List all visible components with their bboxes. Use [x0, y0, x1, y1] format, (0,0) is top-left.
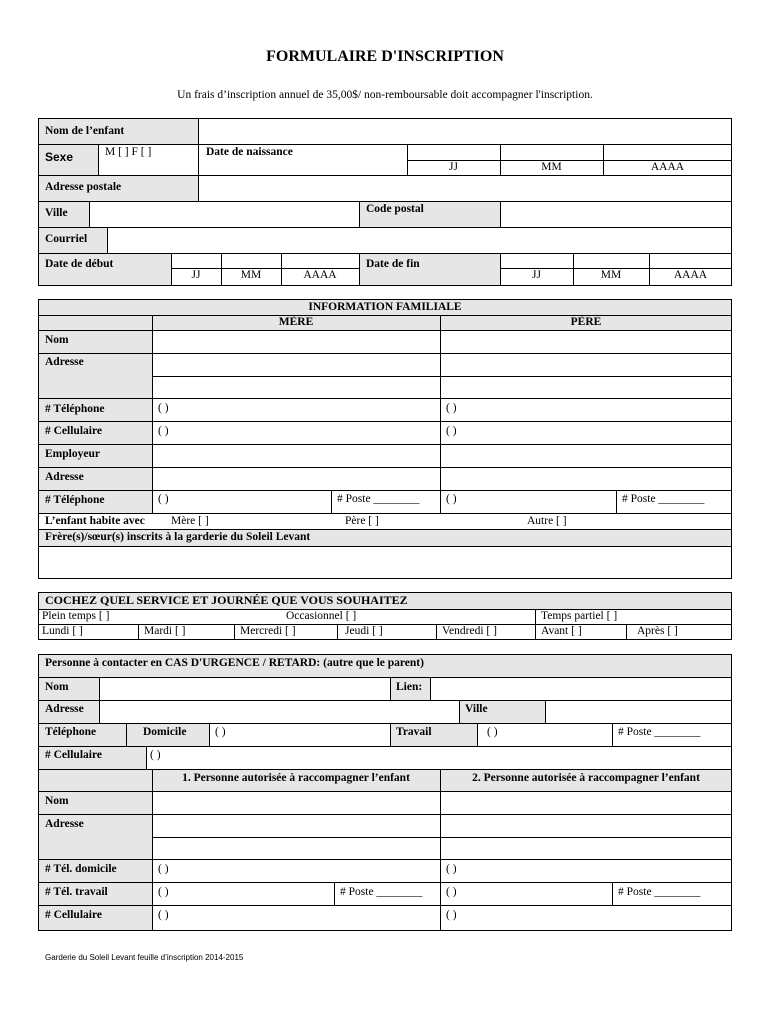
- auth-work-phone-label: # Tél. travail: [45, 886, 108, 898]
- authorized-person-2-header: 2. Personne autorisée à raccompagner l’enfant: [472, 772, 700, 784]
- postal-label: Code postal: [366, 203, 424, 215]
- work-phone-label: # Téléphone: [45, 494, 105, 506]
- auth2-work-phone[interactable]: ( ): [446, 886, 457, 898]
- after-checkbox[interactable]: Après [ ]: [637, 625, 678, 637]
- emergency-city-label: Ville: [465, 703, 488, 715]
- start-mm: MM: [240, 269, 262, 281]
- mother-work-phone[interactable]: ( ): [158, 493, 169, 505]
- home-label: Domicile: [143, 726, 187, 738]
- before-checkbox[interactable]: Avant [ ]: [541, 625, 582, 637]
- end-dd: JJ: [532, 269, 541, 281]
- email-label: Courriel: [45, 233, 88, 245]
- day-friday[interactable]: Vendredi [ ]: [442, 625, 497, 637]
- emergency-phone-label: Téléphone: [45, 726, 97, 738]
- emergency-address-field[interactable]: [100, 701, 458, 723]
- siblings-label: Frère(s)/sœur(s) inscrits à la garderie du Soleil Levant: [45, 531, 311, 543]
- family-title: INFORMATION FAMILIALE: [308, 301, 462, 313]
- lives-father-checkbox[interactable]: Père [ ]: [345, 515, 379, 527]
- emergency-home-phone[interactable]: ( ): [215, 726, 226, 738]
- emergency-ext[interactable]: # Poste ________: [618, 726, 701, 738]
- dob-dd: JJ: [449, 161, 458, 173]
- email-field[interactable]: [108, 228, 731, 253]
- phone-label: # Téléphone: [45, 403, 105, 415]
- address-label: Adresse postale: [45, 181, 122, 193]
- emergency-name-field[interactable]: [100, 678, 389, 700]
- day-wednesday[interactable]: Mercredi [ ]: [240, 625, 296, 637]
- father-cell[interactable]: ( ): [446, 425, 457, 437]
- emergency-address-label: Adresse: [45, 703, 84, 715]
- auth2-cell[interactable]: ( ): [446, 909, 457, 921]
- auth-address-label: Adresse: [45, 818, 84, 830]
- sex-options[interactable]: M [ ] F [ ]: [105, 146, 152, 158]
- name-label: Nom: [45, 334, 69, 346]
- link-label: Lien:: [396, 681, 423, 693]
- mother-cell[interactable]: ( ): [158, 425, 169, 437]
- work-label: Travail: [396, 726, 432, 738]
- auth2-ext[interactable]: # Poste ________: [618, 886, 701, 898]
- link-field[interactable]: [431, 678, 731, 700]
- end-mm: MM: [600, 269, 622, 281]
- day-tuesday[interactable]: Mardi [ ]: [144, 625, 186, 637]
- end-yyyy: AAAA: [673, 269, 708, 281]
- auth2-home-phone[interactable]: ( ): [446, 863, 457, 875]
- emergency-cell[interactable]: ( ): [150, 749, 161, 761]
- auth1-ext[interactable]: # Poste ________: [340, 886, 423, 898]
- father-ext[interactable]: # Poste ________: [622, 493, 705, 505]
- sex-label: Sexe: [45, 150, 74, 164]
- dob-label: Date de naissance: [206, 146, 293, 158]
- subtitle: Un frais d’inscription annuel de 35,00$/ non-remboursable doit accompagner l'inscription.: [177, 89, 593, 101]
- siblings-field[interactable]: [39, 547, 731, 578]
- child-name-label: Nom de l’enfant: [45, 125, 125, 137]
- auth1-home-phone[interactable]: ( ): [158, 863, 169, 875]
- full-time-checkbox[interactable]: Plein temps [ ]: [42, 610, 110, 622]
- dob-yyyy: AAAA: [650, 161, 685, 173]
- emergency-cell-label: # Cellulaire: [45, 749, 102, 761]
- service-title: COCHEZ QUEL SERVICE ET JOURNÉE QUE VOUS SOUHAITEZ: [45, 593, 408, 607]
- emergency-name-label: Nom: [45, 681, 69, 693]
- auth1-work-phone[interactable]: ( ): [158, 886, 169, 898]
- day-monday[interactable]: Lundi [ ]: [42, 625, 83, 637]
- employer-address-label: Adresse: [45, 471, 84, 483]
- employer-label: Employeur: [45, 448, 100, 460]
- city-field[interactable]: [90, 202, 358, 227]
- dob-mm: MM: [541, 161, 562, 173]
- auth1-cell[interactable]: ( ): [158, 909, 169, 921]
- start-yyyy: AAAA: [303, 269, 337, 281]
- father-header: PÈRE: [570, 316, 602, 328]
- auth-name-label: Nom: [45, 795, 69, 807]
- lives-with-label: L’enfant habite avec: [45, 515, 145, 527]
- start-date-label: Date de début: [45, 258, 114, 270]
- father-phone[interactable]: ( ): [446, 402, 457, 414]
- postal-field[interactable]: [501, 202, 731, 227]
- occasional-checkbox[interactable]: Occasionnel [ ]: [286, 610, 357, 622]
- part-time-checkbox[interactable]: Temps partiel [ ]: [541, 610, 618, 622]
- emergency-title: Personne à contacter en CAS D'URGENCE / RETARD: (autre que le parent): [45, 657, 424, 669]
- emergency-work-phone[interactable]: ( ): [487, 726, 498, 738]
- father-work-phone[interactable]: ( ): [446, 493, 457, 505]
- address-field[interactable]: [199, 176, 731, 201]
- city-label: Ville: [45, 207, 68, 219]
- page-title: FORMULAIRE D'INSCRIPTION: [266, 48, 504, 65]
- mother-header: MÈRE: [278, 316, 314, 328]
- lives-other-checkbox[interactable]: Autre [ ]: [527, 515, 567, 527]
- end-date-label: Date de fin: [366, 258, 420, 270]
- mother-phone[interactable]: ( ): [158, 402, 169, 414]
- day-thursday[interactable]: Jeudi [ ]: [345, 625, 383, 637]
- emergency-city-field[interactable]: [546, 701, 731, 723]
- child-name-field[interactable]: [199, 119, 731, 144]
- cell-label: # Cellulaire: [45, 425, 102, 437]
- auth-cell-label: # Cellulaire: [45, 909, 102, 921]
- footer: Garderie du Soleil Levant feuille d’inscription 2014-2015: [45, 953, 244, 962]
- lives-mother-checkbox[interactable]: Mère [ ]: [171, 515, 209, 527]
- mother-ext[interactable]: # Poste ________: [337, 493, 420, 505]
- start-dd: JJ: [191, 269, 201, 281]
- authorized-person-1-header: 1. Personne autorisée à raccompagner l’enfant: [182, 772, 410, 784]
- address-label: Adresse: [45, 356, 84, 368]
- auth-home-phone-label: # Tél. domicile: [45, 863, 117, 875]
